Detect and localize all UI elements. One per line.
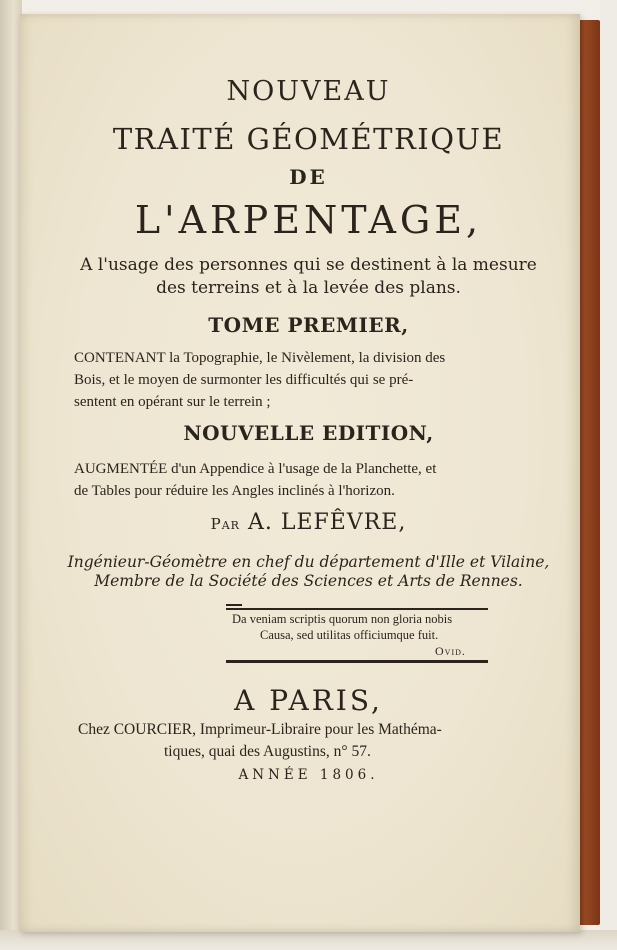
publisher-line-1: Chez COURCIER, Imprimeur-Libraire pour les Mathéma- xyxy=(78,721,442,738)
augmented-line-1: AUGMENTÉE d'un Appendice à l'usage de la Planchette, et xyxy=(74,461,437,477)
imprint-year: ANNÉE 1806. xyxy=(238,767,379,783)
epigraph-rule-dash xyxy=(226,604,242,606)
epigraph-rule-bottom xyxy=(226,660,488,663)
epigraph-line-1: Da veniam scriptis quorum non gloria nobis xyxy=(232,612,453,626)
title-line-2: TRAITÉ GÉOMÉTRIQUE xyxy=(112,122,505,156)
bottom-shadow xyxy=(0,930,617,950)
author-title-line-2: Membre de la Société des Sciences et Arts de Rennes. xyxy=(94,572,523,590)
publisher-line-2: tiques, quai des Augustins, n° 57. xyxy=(164,743,371,760)
author-prefix: Par xyxy=(210,515,240,533)
author-line xyxy=(0,510,617,535)
title-line-1: NOUVEAU xyxy=(226,76,391,107)
epigraph-source: Ovid. xyxy=(435,644,466,658)
volume-heading: TOME PREMIER, xyxy=(208,313,409,337)
contents-line-2: Bois, et le moyen de surmonter les difficultés qui se pré- xyxy=(74,372,414,388)
title-main: L'ARPENTAGE, xyxy=(134,198,483,242)
subtitle-line-2: des terreins et à la levée des plans. xyxy=(156,278,461,298)
title-line-3: DE xyxy=(289,165,328,189)
subtitle-line-1: A l'usage des personnes qui se destinent à la mesure xyxy=(80,255,537,275)
author-name: A. LEFÊVRE, xyxy=(247,510,407,535)
epigraph-line-2: Causa, sed utilitas officiumque fuit. xyxy=(260,628,439,642)
contents-line-1: CONTENANT la Topographie, le Nivèlement, la division des xyxy=(74,350,446,366)
edition-heading: NOUVELLE EDITION, xyxy=(183,421,434,445)
augmented-line-2: de Tables pour réduire les Angles inclinés à l'horizon. xyxy=(74,483,395,499)
epigraph-rule-top xyxy=(226,608,488,610)
author-title-line-1: Ingénieur-Géomètre en chef du département d'Ille et Vilaine, xyxy=(67,553,550,571)
imprint-city: A PARIS, xyxy=(234,684,383,717)
contents-line-3: sentent en opérant sur le terrein ; xyxy=(74,394,271,410)
